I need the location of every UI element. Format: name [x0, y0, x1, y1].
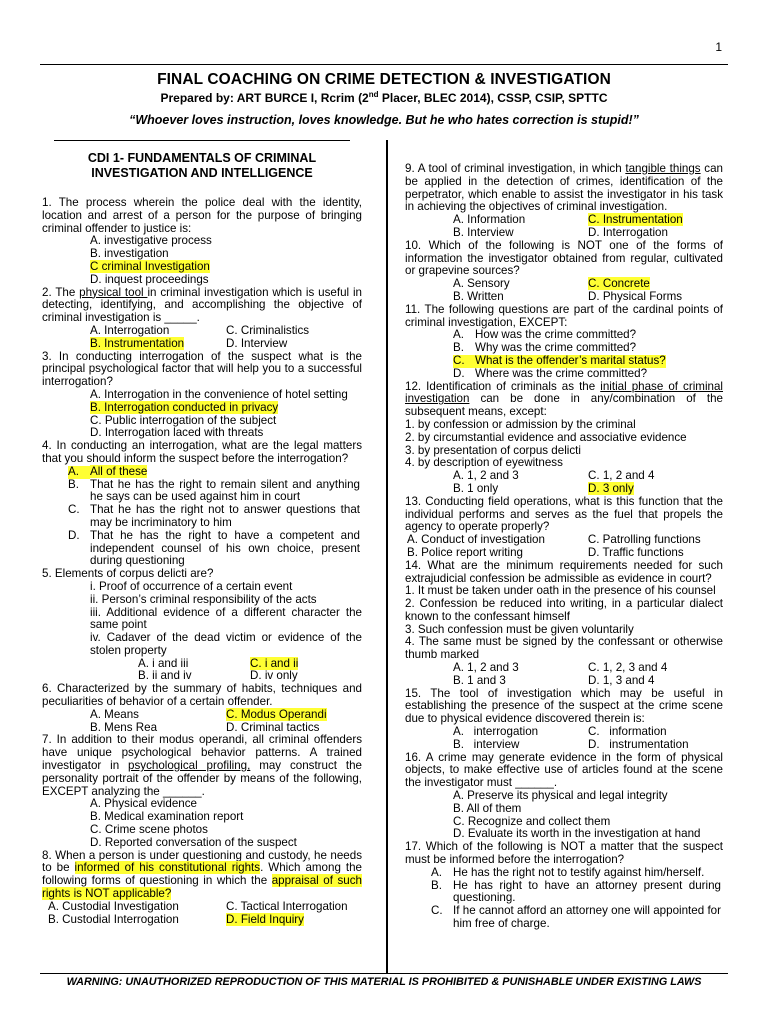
question-text-part: 8. When a person is under questioning and custody, he needs to be	[42, 848, 362, 875]
question-text-part: 2. The	[42, 285, 80, 299]
question-17	[405, 841, 723, 931]
section-title-line-2: INVESTIGATION AND INTELLIGENCE	[91, 166, 313, 180]
option-d: D. Interview	[226, 336, 288, 350]
question-11	[405, 304, 723, 381]
option-text: That he has the right to have a competent and independent counsel of his own choice, present during questioning	[90, 528, 360, 568]
page-number: 1	[715, 40, 722, 54]
highlighted-answer: C criminal Investigation	[90, 259, 210, 273]
option-text: How was the crime committed?	[475, 328, 637, 342]
item-4: 4. The same must be signed by the confessant or otherwise thumb marked	[405, 635, 723, 662]
option-c: C. Patrolling functions	[587, 533, 701, 547]
item-4: 4. by description of eyewitness	[405, 456, 563, 470]
option-a: A. 1, 2 and 3	[453, 469, 519, 483]
question-text: 17. Which of the following is NOT a matter that the suspect must be informed before the interrogation?	[405, 840, 723, 867]
option-row	[405, 662, 723, 675]
question-text-part: in criminal investigation which is useful in detecting, identifying, and accomplishing the objective of criminal investigation is _____.	[42, 285, 362, 325]
option-text: He has right to have an attorney present during questioning.	[453, 878, 721, 905]
option-letter: C.	[431, 904, 443, 918]
question-text-part: can be applied in the detection of crimes, identification of the perpetrator, which enable to assist the investigator in his task in achieving the objectives of criminal investigation.	[405, 162, 723, 214]
option-row	[42, 338, 362, 351]
question-12	[405, 381, 723, 496]
option-c	[226, 709, 362, 722]
option-c: C. Recognize and collect them	[453, 814, 611, 828]
option-row	[42, 709, 362, 722]
option-b	[405, 880, 723, 906]
question-text: 16. A crime may generate evidence in the form of physical objects, to make effective use of articles found at the scene the investigator must ______.	[405, 750, 723, 790]
underlined-term: tangible things	[625, 162, 701, 175]
option-b: B. Mens Rea	[90, 720, 158, 734]
question-15	[405, 688, 723, 752]
option-letter: A.	[453, 725, 464, 739]
option-a: A. Custodial Investigation	[48, 899, 179, 913]
item-3: 3. Such confession must be given voluntarily	[405, 622, 634, 636]
option-c	[42, 261, 362, 274]
question-6	[42, 683, 362, 734]
option-a: A. i and iii	[138, 656, 189, 670]
option-row	[405, 739, 723, 752]
item-1: 1. It must be taken under oath in the presence of his counsel	[405, 584, 716, 598]
quote: “Whoever loves instruction, loves knowledge. But he who hates correction is stupid!”	[129, 113, 639, 127]
item-3: 3. by presentation of corpus delicti	[405, 443, 581, 457]
item-2: 2. Confession be reduced into writing, in a particular dialect known to the confessant himself	[405, 597, 723, 623]
option-row	[42, 914, 362, 927]
question-10	[405, 240, 723, 304]
question-text-part: 12. Identification of criminals as the	[405, 379, 601, 393]
prepared-by-text: Prepared by: ART BURCE I, Rcrim (2	[160, 91, 369, 105]
option-text: Why was the crime committed?	[475, 341, 637, 355]
question-text-part: may construct the personality portrait of the offender by means of the following, EXCEPT analyzing the ______.	[42, 759, 362, 798]
option-b: B. Interview	[453, 225, 514, 239]
highlighted-answer: C. Concrete	[588, 277, 650, 291]
underlined-term: initial phase of criminal investigation	[405, 379, 723, 406]
option-a	[42, 466, 362, 479]
option-c	[405, 355, 723, 368]
question-text-part: . Which among the following forms of questioning in which the	[42, 861, 362, 888]
option-letter: A.	[68, 466, 90, 479]
option-a: A. Conduct of investigation	[407, 533, 545, 547]
option-letter: D.	[588, 737, 600, 751]
item-ii: ii. Person’s criminal responsibility of the acts	[90, 592, 317, 606]
left-column	[42, 140, 362, 926]
option-row	[405, 547, 723, 560]
option-a: A. Information	[453, 213, 526, 227]
option-c: C. Tactical Interrogation	[226, 899, 348, 913]
option-text: That he has the right to remain silent and anything he says can be used against him in court	[90, 477, 360, 504]
question-text: 1. The process wherein the police deal with the identity, location and arrest of a person for the purpose of bringing criminal offender to justice is:	[42, 196, 362, 235]
option-text: That he has the right not to answer questions that may be incriminatory to him	[90, 503, 360, 529]
option-b: B. Written	[453, 289, 504, 303]
right-column	[405, 163, 723, 931]
question-1	[42, 197, 362, 287]
underlined-term: psychological profiling,	[128, 759, 251, 773]
option-c	[42, 504, 362, 530]
item-iii: iii. Additional evidence of a different character the same point	[90, 605, 362, 632]
option-text: If he cannot afford an attorney one will appointed for him free of charge.	[453, 904, 721, 931]
option-letter: B.	[68, 477, 79, 491]
option-b: B. 1 only	[453, 481, 499, 495]
question-text: 5. Elements of corpus delicti are?	[42, 567, 214, 581]
question-text: 11. The following questions are part of the cardinal points of criminal investigation, EXCEPT:	[405, 302, 723, 329]
question-text	[42, 287, 362, 325]
question-3	[42, 351, 362, 441]
option-d: D. Physical Forms	[588, 289, 683, 303]
question-text: 3. In conducting interrogation of the suspect what is the principal psychological factor that will help you to a successful interrogation?	[42, 349, 362, 389]
option-text: interview	[473, 737, 520, 751]
option-row	[42, 658, 362, 671]
option-a: A. Physical evidence	[90, 797, 197, 811]
section-rule	[54, 140, 350, 141]
question-13	[405, 496, 723, 560]
option-letter: B.	[431, 878, 442, 892]
option-d	[226, 914, 362, 927]
column-divider	[386, 140, 388, 973]
document-header	[40, 64, 728, 105]
option-row	[42, 325, 362, 338]
option-c: C. Public interrogation of the subject	[90, 413, 277, 427]
option-letter: C.	[68, 503, 80, 517]
option-a	[405, 867, 723, 880]
highlighted-answer: All of these	[90, 464, 148, 478]
question-text: 13. Conducting field operations, what is this function that the individual performs and serves as the fuel that propels the agency to operate properly?	[405, 494, 723, 534]
option-b: B. ii and iv	[138, 669, 192, 683]
highlighted-phrase: appraisal of such rights is NOT applicable?	[42, 874, 362, 901]
option-letter: B.	[453, 737, 464, 751]
option-letter: D.	[453, 366, 465, 380]
option-d: D. inquest proceedings	[90, 272, 209, 286]
question-text	[42, 850, 362, 901]
option-a: A. Means	[90, 707, 139, 721]
option-b: B. 1 and 3	[453, 673, 506, 687]
option-d	[42, 530, 362, 568]
option-b	[90, 338, 226, 351]
highlighted-answer: B. Interrogation conducted in privacy	[90, 400, 279, 414]
item-iv: iv. Cadaver of the dead victim or evidence of the stolen property	[90, 631, 362, 657]
question-text: 10. Which of the following is NOT one of the forms of information the investigator obtained from regular, cultivated or grapevine sources?	[405, 238, 723, 278]
highlighted-answer: C. i and ii	[250, 656, 299, 670]
option-b: B. Medical examination report	[90, 810, 244, 824]
option-d	[588, 739, 723, 752]
option-letter: D.	[68, 528, 80, 542]
option-d: D. iv only	[250, 669, 298, 683]
question-9	[405, 163, 723, 240]
option-row	[405, 470, 723, 483]
option-c	[405, 905, 723, 931]
question-text	[405, 381, 723, 419]
question-text-part: 7. In addition to their modus operandi, all criminal offenders have unique psychological behavior patterns. A trained investigator in	[42, 733, 362, 773]
question-text: 4. In conducting an interrogation, what are the legal matters that you should inform the suspect before the interrogation?	[42, 439, 362, 465]
document-title: FINAL COACHING ON CRIME DETECTION & INVESTIGATION	[157, 71, 611, 88]
option-a: A. Interrogation	[90, 323, 170, 337]
option-b	[453, 739, 588, 752]
option-row	[405, 227, 723, 240]
option-row	[42, 901, 362, 914]
question-8	[42, 850, 362, 927]
option-d: D. 1, 3 and 4	[588, 673, 655, 687]
question-5	[42, 568, 362, 683]
option-a: A. investigative process	[90, 234, 212, 248]
option-a: A. Preserve its physical and legal integrity	[453, 789, 668, 803]
question-16	[405, 752, 723, 842]
option-text: interrogation	[473, 725, 539, 739]
option-a: A. Interrogation in the convenience of hotel setting	[90, 387, 348, 401]
prepared-by-sup: nd	[368, 90, 379, 99]
question-text	[405, 163, 723, 214]
highlighted-phrase: informed of his constitutional rights	[74, 861, 261, 875]
option-a: A. 1, 2 and 3	[453, 661, 519, 675]
question-text-part: 9. A tool of criminal investigation, in which	[405, 162, 626, 175]
option-d: D. Interrogation laced with threats	[90, 426, 264, 440]
option-d: D. Interrogation	[588, 225, 668, 239]
option-a: A. Sensory	[453, 277, 510, 291]
underlined-term: physical tool	[79, 285, 148, 299]
item-i: i. Proof of occurrence of a certain event	[90, 579, 293, 593]
option-letter: A.	[431, 865, 442, 879]
option-text	[90, 466, 362, 479]
section-title	[42, 151, 362, 181]
option-d	[588, 483, 723, 496]
warning-footer: WARNING: UNAUTHORIZED REPRODUCTION OF THIS MATERIAL IS PROHIBITED & PUNISHABLE UNDER EXISTING LAWS	[40, 973, 728, 988]
option-b: B. All of them	[453, 801, 522, 815]
option-b: B. Police report writing	[407, 545, 523, 559]
option-row	[405, 675, 723, 688]
option-row	[405, 291, 723, 304]
prepared-by-text-rest: Placer, BLEC 2014), CSSP, CSIP, SPTTC	[378, 91, 608, 105]
question-2	[42, 287, 362, 351]
question-text: 15. The tool of investigation which may be useful in establishing the presence of the suspect at the crime scene due to physical evidence discovered therein is:	[405, 686, 723, 726]
item-2: 2. by circumstantial evidence and associative evidence	[405, 430, 687, 444]
option-text: information	[609, 725, 667, 739]
highlighted-answer: C. Modus Operandi	[226, 707, 327, 721]
option-d: D. Traffic functions	[587, 545, 684, 559]
question-7	[42, 734, 362, 849]
item-1: 1. by confession or admission by the criminal	[405, 417, 636, 431]
option-letter: B.	[453, 341, 464, 355]
option-text: instrumentation	[609, 737, 689, 751]
option-letter: A.	[453, 328, 464, 342]
option-c: C. 1, 2, 3 and 4	[588, 661, 668, 675]
question-14	[405, 560, 723, 688]
highlighted-answer: D. 3 only	[588, 481, 634, 495]
option-row	[405, 483, 723, 496]
option-d: D. Reported conversation of the suspect	[90, 835, 297, 849]
option-letter: C.	[588, 725, 600, 739]
option-letter: C.	[453, 355, 475, 368]
option-text: Where was the crime committed?	[475, 366, 648, 380]
question-text: 6. Characterized by the summary of habits, techniques and peculiarities of behavior of a certain offender.	[42, 682, 362, 709]
option-text: He has the right not to testify against him/herself.	[453, 865, 705, 879]
prepared-by	[40, 90, 728, 105]
question-text	[42, 734, 362, 798]
option-b	[42, 479, 362, 505]
highlighted-answer: B. Instrumentation	[90, 336, 185, 350]
option-b	[42, 402, 362, 415]
option-b: B. Custodial Interrogation	[48, 912, 179, 926]
option-d: D. Criminal tactics	[226, 720, 320, 734]
option-c: C. Crime scene photos	[90, 823, 208, 837]
question-text: 14. What are the minimum requirements needed for such extrajudicial confession be admissible as evidence in court?	[405, 558, 723, 585]
option-b: B. investigation	[90, 247, 169, 261]
section-title-line-1: CDI 1- FUNDAMENTALS OF CRIMINAL	[87, 151, 317, 165]
highlighted-answer: What is the offender’s marital status?	[475, 353, 666, 367]
option-d: D. Evaluate its worth in the investigation at hand	[453, 827, 701, 841]
option-c: C. 1, 2 and 4	[588, 469, 655, 483]
highlighted-answer: D. Field Inquiry	[226, 912, 304, 926]
question-text-part: can be done in any/combination of the subsequent means, except:	[405, 392, 723, 419]
option-c: C. Criminalistics	[226, 323, 310, 337]
option-row	[405, 534, 723, 547]
highlighted-answer: C. Instrumentation	[588, 213, 683, 227]
question-4	[42, 440, 362, 568]
